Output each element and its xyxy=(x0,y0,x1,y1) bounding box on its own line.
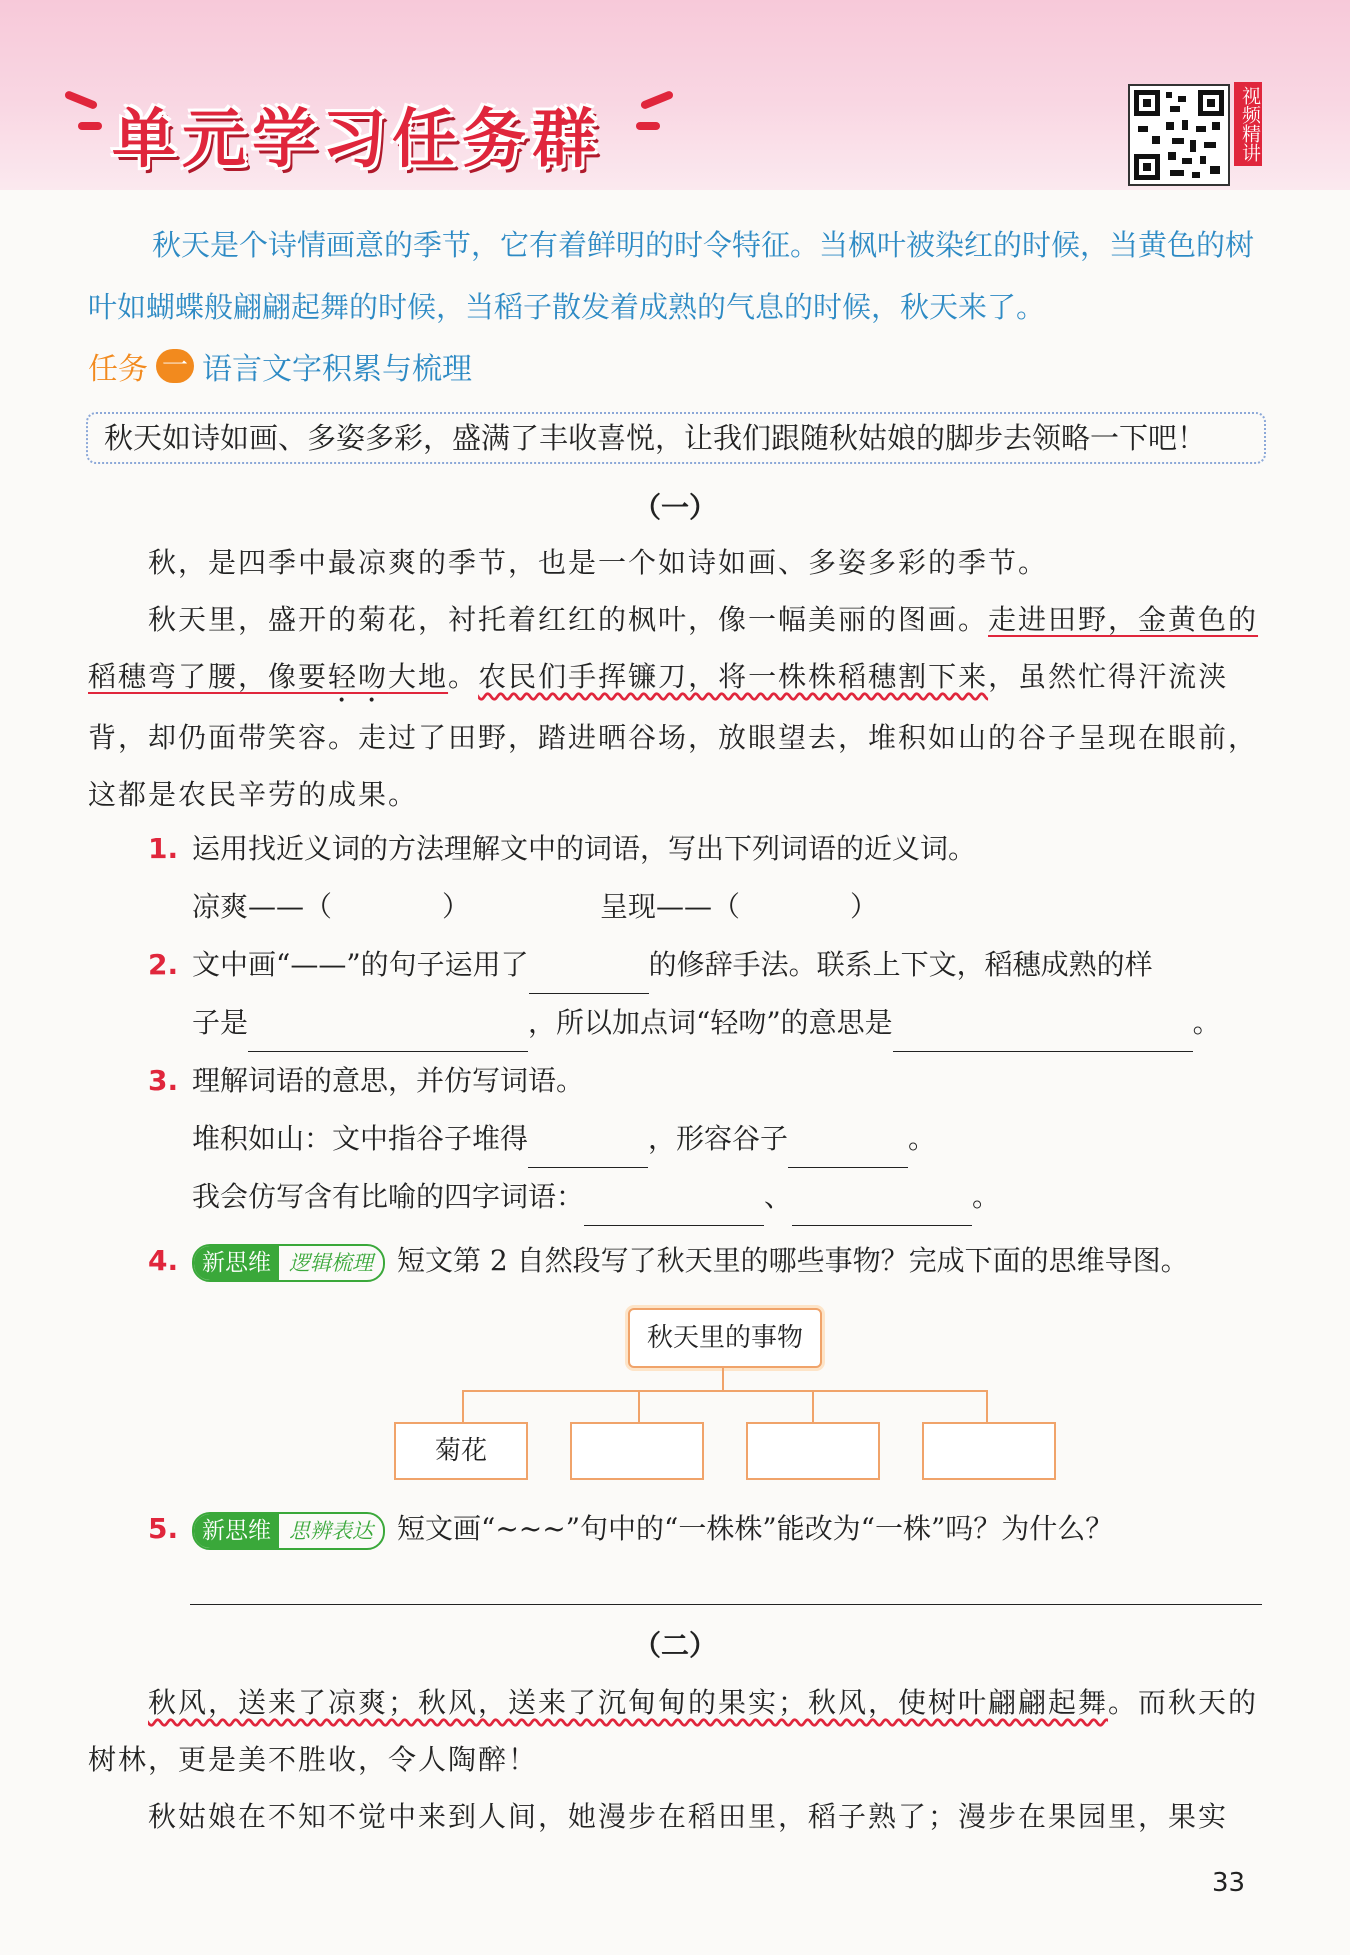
text-span: ，形容谷子 xyxy=(648,1122,789,1155)
text-span: 堆积如山：文中指谷子堆得 xyxy=(192,1122,529,1155)
passage-one xyxy=(88,534,1262,823)
answer-row xyxy=(192,1168,1262,1226)
text-span: 。 xyxy=(448,660,479,693)
mindmap-leaf-blank[interactable] xyxy=(746,1422,880,1480)
title-decoration xyxy=(78,122,102,130)
mindmap-leaf-blank[interactable] xyxy=(570,1422,704,1480)
intro-paragraph: 秋天是个诗情画意的季节，它有着鲜明的时令特征。当枫叶被染红的时候，当黄色的树叶如蝴蝶般翩翩起舞的时候，当稻子散发着成熟的气息的时候，秋天来了。 xyxy=(88,228,1255,324)
text-span: 的修辞手法。联系上下文，稻穗成熟的样 xyxy=(648,948,1153,981)
text-span: 。而秋天的树林，更是美不胜收，令人陶醉！ xyxy=(88,1686,1259,1776)
text-span: 短文第 2 自然段写了秋天里的哪些事物？完成下面的思维导图。 xyxy=(397,1244,1189,1277)
question-number: 5. xyxy=(148,1512,179,1545)
question-number: 1. xyxy=(148,832,179,865)
question-number: 4. xyxy=(148,1244,179,1277)
badge-main: 新思维 xyxy=(194,1514,279,1548)
wavy-underlined-sentence: 农民们手挥镰刀，将一株株稻穗割下来 xyxy=(478,660,989,693)
task-intro-box: 秋天如诗如画、多姿多彩，盛满了丰收喜悦，让我们跟随秋姑娘的脚步去领略一下吧！ xyxy=(86,412,1266,464)
paragraph: 秋姑娘在不知不觉中来到人间，她漫步在稻田里，稻子熟了；漫步在果园里，果实 xyxy=(148,1800,1229,1833)
question-text xyxy=(192,1232,1262,1290)
unit-title: 单元学习任务群 xyxy=(112,103,602,177)
task-label: 任务 xyxy=(88,352,148,387)
qr-label: 视频精讲 xyxy=(1234,82,1262,166)
word-prompt: 凉爽——（ xyxy=(192,890,333,923)
text-span: ，所以加点词“轻吻”的意思是 xyxy=(528,1006,893,1039)
text-span: 。 xyxy=(1192,1006,1221,1039)
intro-text xyxy=(88,214,1268,338)
paragraph xyxy=(88,591,1262,823)
bracket-close: ） xyxy=(442,890,471,923)
mindmap-connector xyxy=(812,1390,814,1422)
paragraph: 秋，是四季中最凉爽的季节，也是一个如诗如画、多姿多彩的季节。 xyxy=(148,546,1049,579)
text-span: 。 xyxy=(972,1180,1001,1213)
text-span: 、 xyxy=(764,1180,793,1213)
mindmap-connector xyxy=(722,1366,724,1390)
text-span: 我会仿写含有比喻的四字词语： xyxy=(192,1180,585,1213)
answer-blank[interactable] xyxy=(893,1021,1193,1052)
task-number: 一 xyxy=(156,349,194,383)
dotted-word: 轻吻 xyxy=(328,660,389,693)
title-decoration xyxy=(636,122,660,130)
question-2 xyxy=(150,936,1262,1052)
badge-main: 新思维 xyxy=(194,1246,279,1280)
mindmap-leaf-blank[interactable] xyxy=(922,1422,1056,1480)
answer-row xyxy=(192,1110,1262,1168)
bracket-close: ） xyxy=(850,890,879,923)
task-title: 语言文字积累与梳理 xyxy=(202,352,472,387)
qr-code-icon[interactable] xyxy=(1128,84,1230,186)
answer-blank[interactable] xyxy=(792,1195,972,1226)
mindmap-connector xyxy=(462,1390,464,1422)
text-span: 大地 xyxy=(388,660,449,693)
question-text: 运用找近义词的方法理解文中的词语，写出下列词语的近义词。 xyxy=(192,832,977,865)
section-heading: （一） xyxy=(632,491,717,524)
question-number: 3. xyxy=(148,1064,179,1097)
answer-blank[interactable] xyxy=(529,963,649,994)
section-heading: （二） xyxy=(632,1629,717,1662)
text-span: 。 xyxy=(908,1122,937,1155)
new-thinking-badge xyxy=(192,1244,385,1282)
text-span: 子是 xyxy=(192,1006,249,1039)
question-text: 理解词语的意思，并仿写词语。 xyxy=(192,1064,585,1097)
question-text xyxy=(192,1500,1262,1558)
badge-sub: 思辨表达 xyxy=(289,1518,373,1543)
mindmap-leaf: 菊花 xyxy=(394,1422,528,1480)
question-4 xyxy=(150,1232,1262,1290)
question-number: 2. xyxy=(148,948,179,981)
answer-blank[interactable] xyxy=(788,1137,908,1168)
answer-blank[interactable] xyxy=(528,1137,648,1168)
passage-two xyxy=(88,1674,1262,1845)
question-text xyxy=(192,936,1262,994)
question-3 xyxy=(150,1052,1262,1226)
text-span: 短文画“~~~”句中的“一株株”能改为“一株”吗？为什么？ xyxy=(397,1512,1114,1545)
mindmap-connector xyxy=(462,1390,986,1392)
answer-row xyxy=(192,878,1262,936)
wavy-underlined-sentence: 秋风，送来了凉爽；秋风，送来了沉甸甸的果实；秋风，使树叶翩翩起舞 xyxy=(148,1686,1109,1719)
new-thinking-badge xyxy=(192,1512,385,1550)
text-span: ，虽然忙得汗流浃背，却仍面带笑容。走过了田野，踏进晒谷场，放眼望去，堆积如山的谷子呈现在眼前，这都是农民辛劳的成果。 xyxy=(88,660,1259,811)
text-span: 秋天里，盛开的菊花，衬托着红红的枫叶，像一幅美丽的图画。 xyxy=(148,603,989,636)
question-text xyxy=(192,994,1262,1052)
page-number: 33 xyxy=(1212,1868,1246,1898)
text-span: 文中画“——”的句子运用了 xyxy=(192,948,529,981)
answer-blank[interactable] xyxy=(584,1195,764,1226)
mindmap-connector xyxy=(638,1390,640,1422)
task-heading xyxy=(88,344,472,388)
question-5 xyxy=(150,1500,1262,1558)
answer-blank[interactable] xyxy=(248,1021,528,1052)
question-1 xyxy=(150,820,1262,936)
paragraph xyxy=(88,1674,1262,1788)
mindmap-root: 秋天里的事物 xyxy=(628,1308,822,1368)
text-span: 走进田野，金黄色的稻穗弯了腰，像要 xyxy=(88,603,1259,693)
word-prompt: 呈现——（ xyxy=(600,890,741,923)
answer-line[interactable] xyxy=(190,1604,1262,1605)
badge-sub: 逻辑梳理 xyxy=(289,1250,373,1275)
mindmap-connector xyxy=(986,1390,988,1422)
